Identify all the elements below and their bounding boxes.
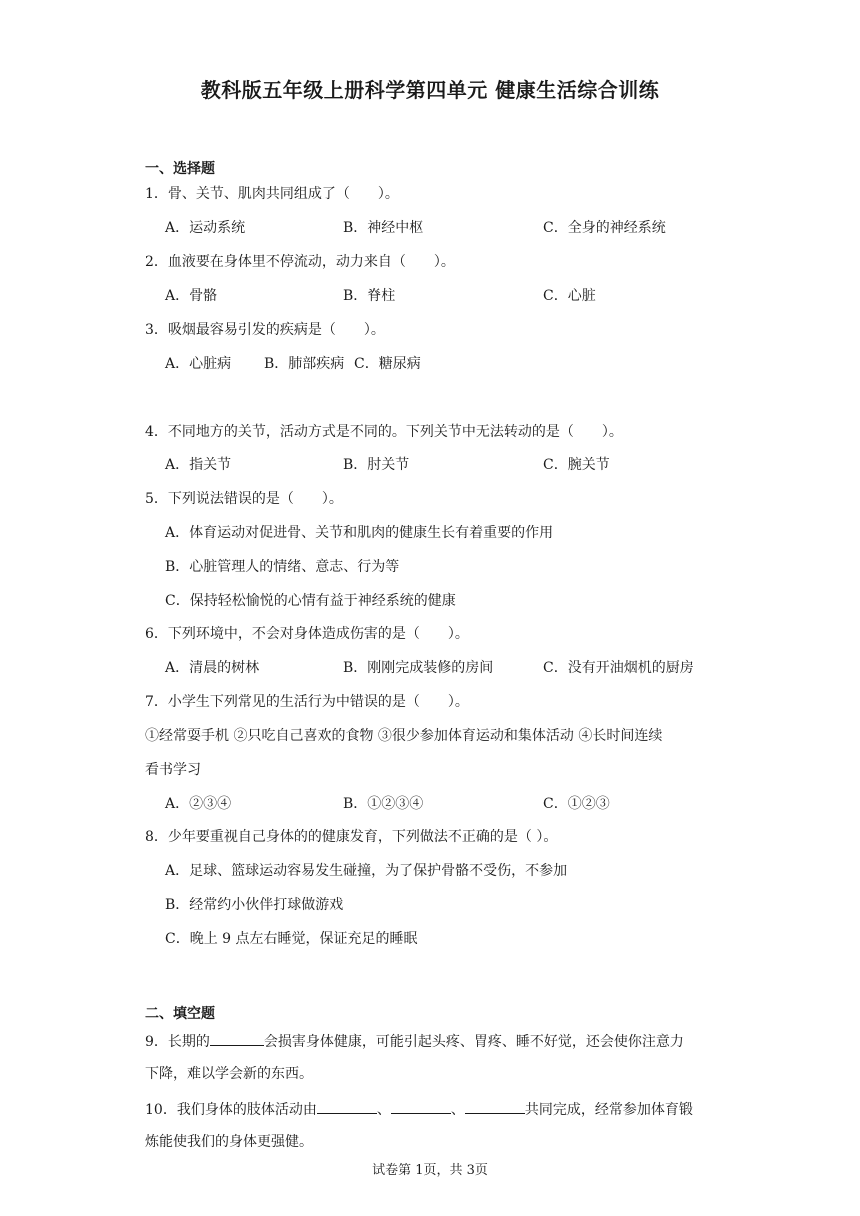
question-10-separator: 、 bbox=[376, 1102, 391, 1118]
section-heading-choice: 一、选择题 bbox=[145, 161, 215, 177]
question-5: 5．下列说法错误的是（ ）。 bbox=[145, 491, 343, 507]
question-7-statements: ①经常耍手机 ②只吃自己喜欢的食物 ③很少参加体育运动和集体活动 ④长时间连续 bbox=[145, 728, 663, 744]
answer-blank[interactable] bbox=[317, 1099, 377, 1114]
question-7: 7．小学生下列常见的生活行为中错误的是（ ）。 bbox=[145, 694, 469, 710]
question-9-text-post: 会损害身体健康，可能引起头疼、胃疼、睡不好觉，还会使你注意力 bbox=[263, 1034, 684, 1050]
option-b: B．神经中枢 bbox=[343, 220, 424, 236]
section-heading-fill: 二、填空题 bbox=[145, 1006, 215, 1022]
option-c: C．全身的神经系统 bbox=[543, 220, 666, 236]
question-10-text-pre: 10．我们身体的肢体活动由 bbox=[145, 1102, 317, 1118]
option-a: A．指关节 bbox=[165, 457, 232, 473]
option-a: A．②③④ bbox=[165, 796, 232, 812]
option-a: A．骨骼 bbox=[165, 288, 218, 304]
option-b: B．肘关节 bbox=[343, 457, 410, 473]
question-8-option-b: B．经常约小伙伴打球做游戏 bbox=[165, 897, 344, 913]
question-9-cont: 下降，难以学会新的东西。 bbox=[145, 1066, 313, 1082]
page-title: 教科版五年级上册科学第四单元 健康生活综合训练 bbox=[200, 78, 660, 102]
question-8-option-a: A．足球、篮球运动容易发生碰撞，为了保护骨骼不受伤，不参加 bbox=[165, 863, 568, 879]
question-7-statements-cont: 看书学习 bbox=[145, 762, 201, 778]
question-9-text-pre: 9．长期的 bbox=[145, 1034, 210, 1050]
question-10-cont: 炼能使我们的身体更强健。 bbox=[145, 1134, 313, 1150]
question-8: 8．少年要重视自己身体的的健康发育，下列做法不正确的是（ ）。 bbox=[145, 829, 558, 845]
question-2: 2．血液要在身体里不停流动，动力来自（ ）。 bbox=[145, 254, 455, 270]
option-a: A．运动系统 bbox=[165, 220, 246, 236]
question-8-option-c: C．晚上 9 点左右睡觉，保证充足的睡眠 bbox=[165, 931, 418, 947]
option-b: B．刚刚完成装修的房间 bbox=[343, 660, 494, 676]
question-10-separator: 、 bbox=[450, 1102, 465, 1118]
question-9 bbox=[145, 1031, 684, 1051]
option-c: C．心脏 bbox=[543, 288, 596, 304]
page-footer: 试卷第 1页，共 3页 bbox=[372, 1163, 488, 1178]
question-1: 1．骨、关节、肌肉共同组成了（ ）。 bbox=[145, 186, 399, 202]
question-5-option-c: C．保持轻松愉悦的心情有益于神经系统的健康 bbox=[165, 593, 456, 609]
question-10 bbox=[145, 1099, 693, 1119]
option-b: B．脊柱 bbox=[343, 288, 396, 304]
option-b: B．肺部疾病 bbox=[264, 356, 345, 372]
answer-blank[interactable] bbox=[465, 1099, 525, 1114]
question-4: 4．不同地方的关节，活动方式是不同的。下列关节中无法转动的是（ ）。 bbox=[145, 424, 623, 440]
option-c: C．没有开油烟机的厨房 bbox=[543, 660, 694, 676]
question-10-text-post: 共同完成，经常参加体育锻 bbox=[524, 1102, 693, 1118]
question-5-option-b: B．心脏管理人的情绪、意志、行为等 bbox=[165, 559, 400, 575]
question-6: 6．下列环境中，不会对身体造成伤害的是（ ）。 bbox=[145, 626, 469, 642]
answer-blank[interactable] bbox=[391, 1099, 451, 1114]
question-5-option-a: A．体育运动对促进骨、关节和肌肉的健康生长有着重要的作用 bbox=[165, 525, 554, 541]
option-b: B．①②③④ bbox=[343, 796, 424, 812]
option-c: C．糖尿病 bbox=[354, 356, 421, 372]
answer-blank[interactable] bbox=[210, 1031, 264, 1046]
option-c: C．①②③ bbox=[543, 796, 610, 812]
question-3: 3．吸烟最容易引发的疾病是（ ）。 bbox=[145, 322, 385, 338]
option-c: C．腕关节 bbox=[543, 457, 610, 473]
option-a: A．清晨的树林 bbox=[165, 660, 260, 676]
option-a: A．心脏病 bbox=[165, 356, 232, 372]
